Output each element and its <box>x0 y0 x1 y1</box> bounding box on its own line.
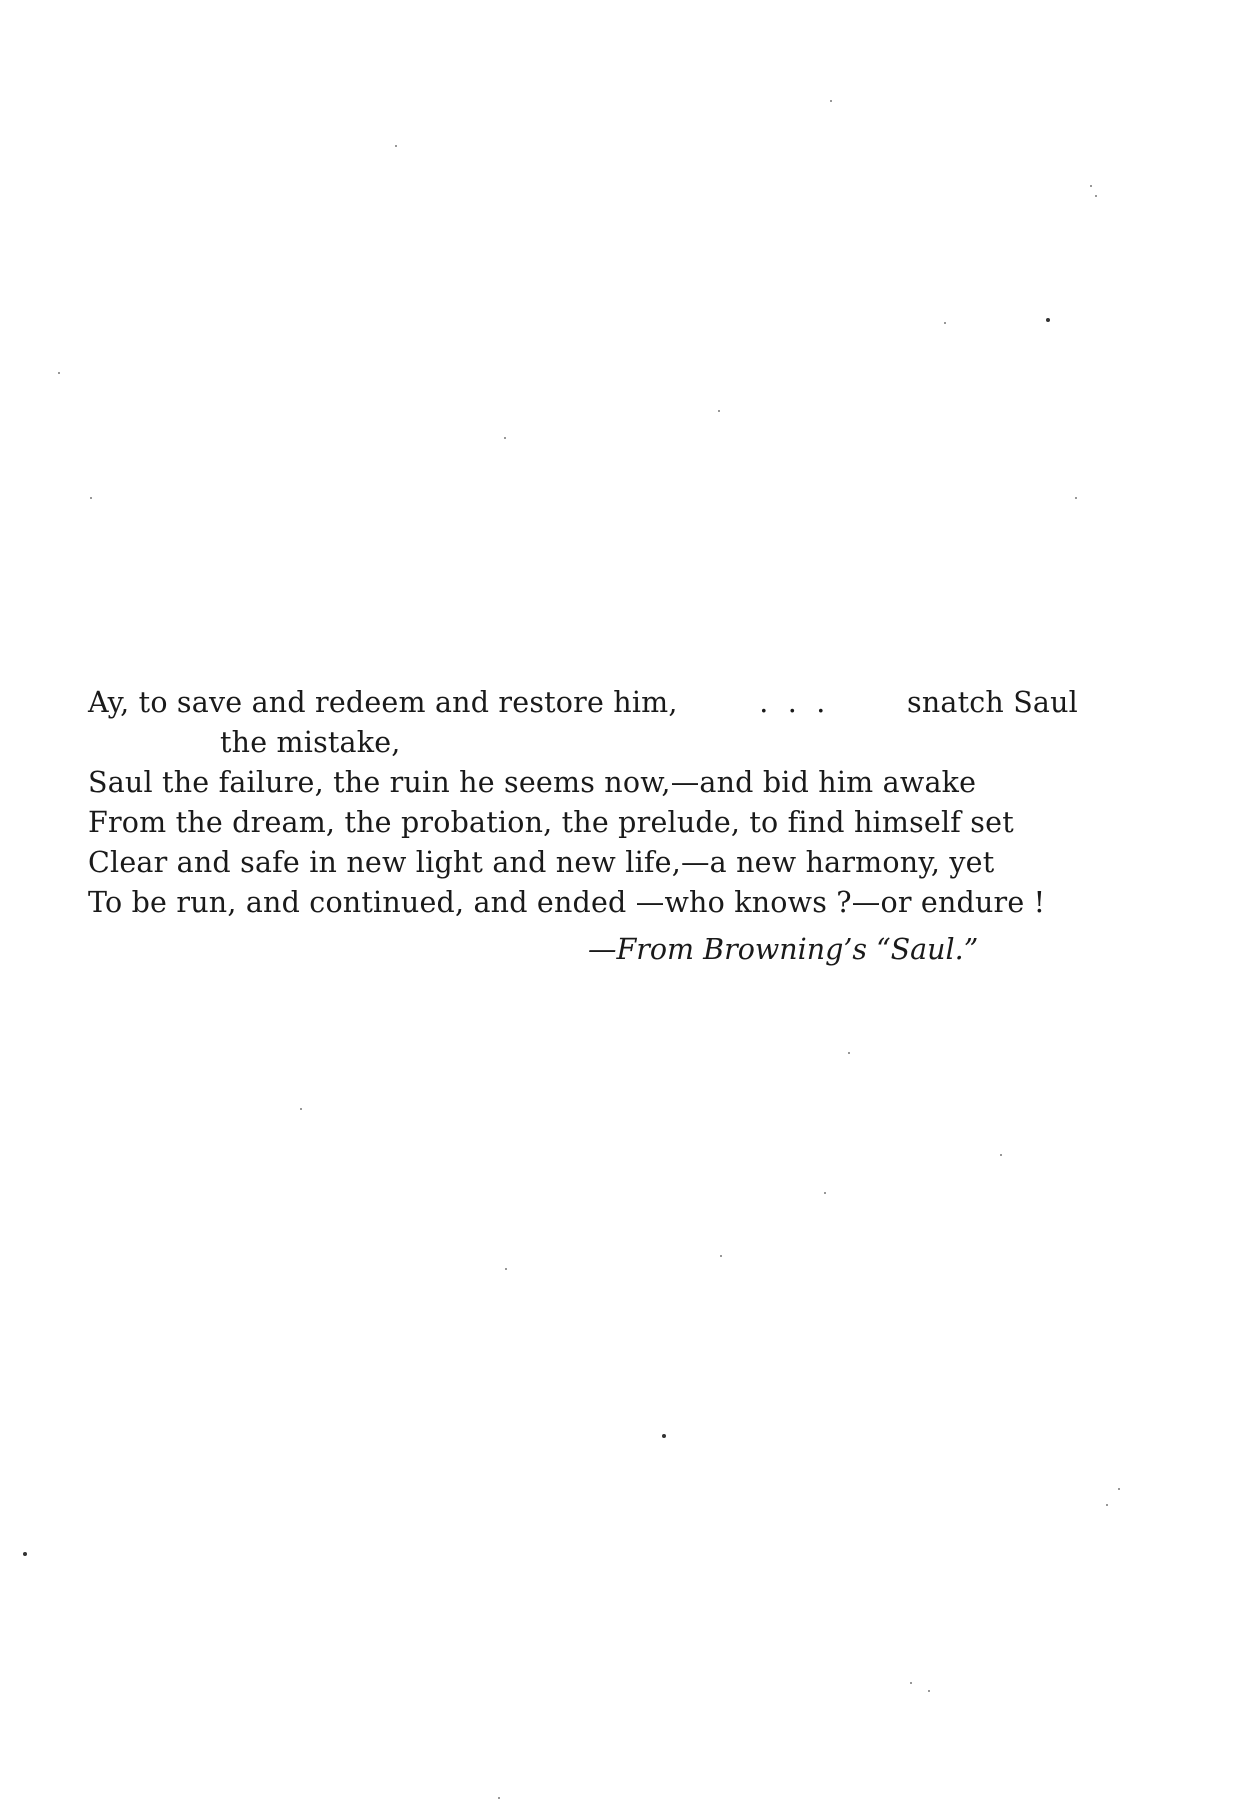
paper-speck <box>90 497 92 499</box>
paper-speck <box>718 410 720 412</box>
paper-speck <box>720 1255 722 1257</box>
poem-line-1-ellipsis: . . . <box>759 686 826 719</box>
attribution-text: From Browning’s “Saul.” <box>616 933 979 966</box>
paper-speck <box>498 1797 500 1799</box>
paper-speck <box>830 100 832 102</box>
paper-speck <box>928 1690 930 1692</box>
poem-line-1-end: snatch Saul <box>907 686 1078 719</box>
paper-speck <box>300 1108 302 1110</box>
paper-speck <box>848 1052 850 1054</box>
paper-speck <box>1090 185 1092 187</box>
paper-speck <box>1095 195 1097 197</box>
paper-speck <box>1106 1504 1108 1506</box>
paper-speck <box>505 1268 507 1270</box>
paper-speck <box>910 1682 912 1684</box>
poem-excerpt <box>88 683 1098 923</box>
poem-line-2: the mistake, <box>220 726 401 759</box>
poem-line-1 <box>88 683 1078 723</box>
paper-speck <box>23 1552 27 1556</box>
paper-speck <box>1075 497 1077 499</box>
paper-speck <box>504 437 506 439</box>
poem-line-4: From the dream, the probation, the prelude, to find himself set <box>88 806 1014 839</box>
paper-speck <box>944 322 946 324</box>
attribution <box>588 930 978 970</box>
paper-speck <box>58 372 60 374</box>
paper-speck <box>1000 1154 1002 1156</box>
poem-line-1-start: Ay, to save and redeem and restore him, <box>88 686 678 719</box>
poem-line-3: Saul the failure, the ruin he seems now,—and bid him awake <box>88 766 977 799</box>
paper-speck <box>1046 318 1050 322</box>
paper-speck <box>662 1434 666 1438</box>
paper-speck <box>824 1192 826 1194</box>
poem-line-5: Clear and safe in new light and new life,—a new harmony, yet <box>88 846 995 879</box>
poem-line-6: To be run, and continued, and ended —who knows ?—or endure ! <box>88 886 1046 919</box>
paper-speck <box>395 145 397 147</box>
paper-speck <box>1118 1488 1120 1490</box>
attribution-dash: — <box>588 933 617 966</box>
